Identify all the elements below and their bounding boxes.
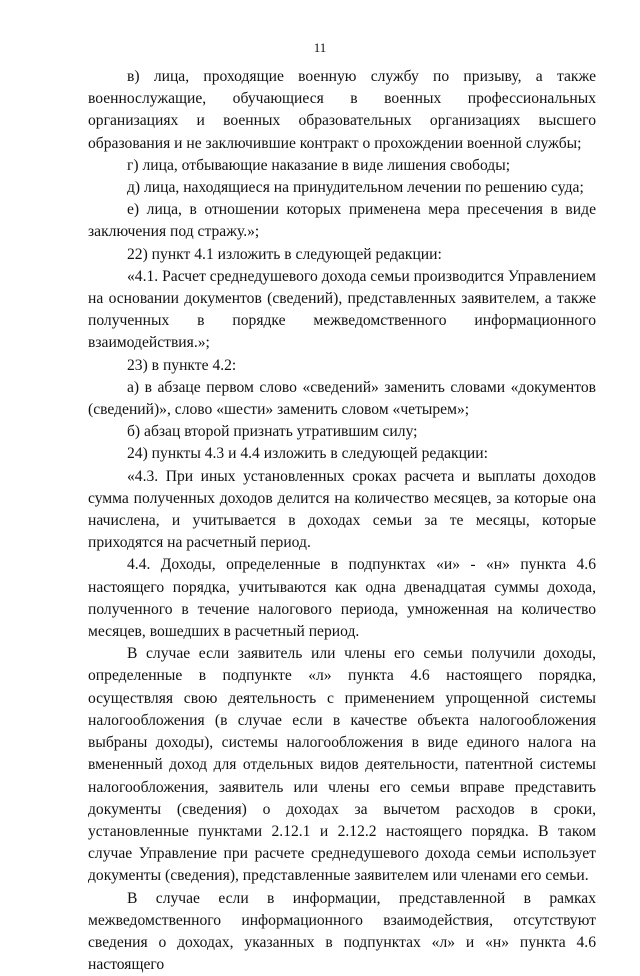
paragraph: В случае если в информации, представленной в рамках межведомственного информационного взаимодействия, отсутствуют сведения о доходах, указанных в подпунктах «л» и «н» пункта 4.6 настоящего (88, 889, 596, 974)
paragraph: в) лица, проходящие военную службу по призыву, а также военнослужащие, обучающиеся в военных профессиональных организациях и военных образовательных организациях высшего образования и не заключившие контракт о прохождении военной службы; (88, 68, 596, 152)
paragraph: 23) в пункте 4.2: (127, 356, 237, 374)
paragraph: В случае если заявитель или члены его семьи получили доходы, определенные в подпункте «л» пункта 4.6 настоящего порядка, осуществляя свою деятельность с применением упрощенной системы налогообложения (в случае если в качестве объекта налогообложения выбраны доходы), системы налогообложения в виде единого налога на вмененный доход для отдельных видов деятельности, патентной системы налогообложения, заявитель или члены его семьи вправе представить документы (сведения) о доходах за вычетом расходов в сроки, установленные пунктами 2.12.1 и 2.12.2 настоящего порядка. В таком случае Управление при расчете среднедушевого дохода семьи использует документы (сведения), представленные заявителем или членами его семьи. (88, 645, 596, 885)
paragraph: е) лица, в отношении которых применена мера пресечения в виде заключения под стражу.»; (88, 201, 596, 241)
document-body (88, 66, 596, 976)
paragraph: «4.1. Расчет среднедушевого дохода семьи производится Управлением на основании документов (сведений), представленных заявителем, а также полученных в порядке межведомственного информационного взаимодействия.»; (88, 267, 596, 352)
paragraph: а) в абзаце первом слово «сведений» заменить словами «документов (сведений)», слово «шести» заменить словом «четырем»; (88, 378, 596, 419)
paragraph: д) лица, находящиеся на принудительном лечении по решению суда; (127, 179, 584, 197)
paragraph: «4.3. При иных установленных сроках расчета и выплаты доходов сумма полученных доходов делится на количество месяцев, за которые она начислена, и учитывается в доходах семьи за те месяцы, которые приходятся на расчетный период. (88, 467, 596, 552)
paragraph: 4.4. Доходы, определенные в подпунктах «и» - «н» пункта 4.6 настоящего порядка, учитываются как одна двенадцатая суммы дохода, полученного в течение налогового периода, умноженная на количество месяцев, вошедших в расчетный период. (88, 556, 596, 641)
paragraph: 22) пункт 4.1 изложить в следующей редакции: (127, 245, 442, 263)
paragraph: г) лица, отбывающие наказание в виде лишения свободы; (127, 156, 511, 174)
paragraph: 24) пункты 4.3 и 4.4 изложить в следующей редакции: (127, 445, 488, 463)
page-number: 11 (313, 40, 327, 55)
paragraph: б) абзац второй признать утратившим силу; (127, 423, 418, 441)
